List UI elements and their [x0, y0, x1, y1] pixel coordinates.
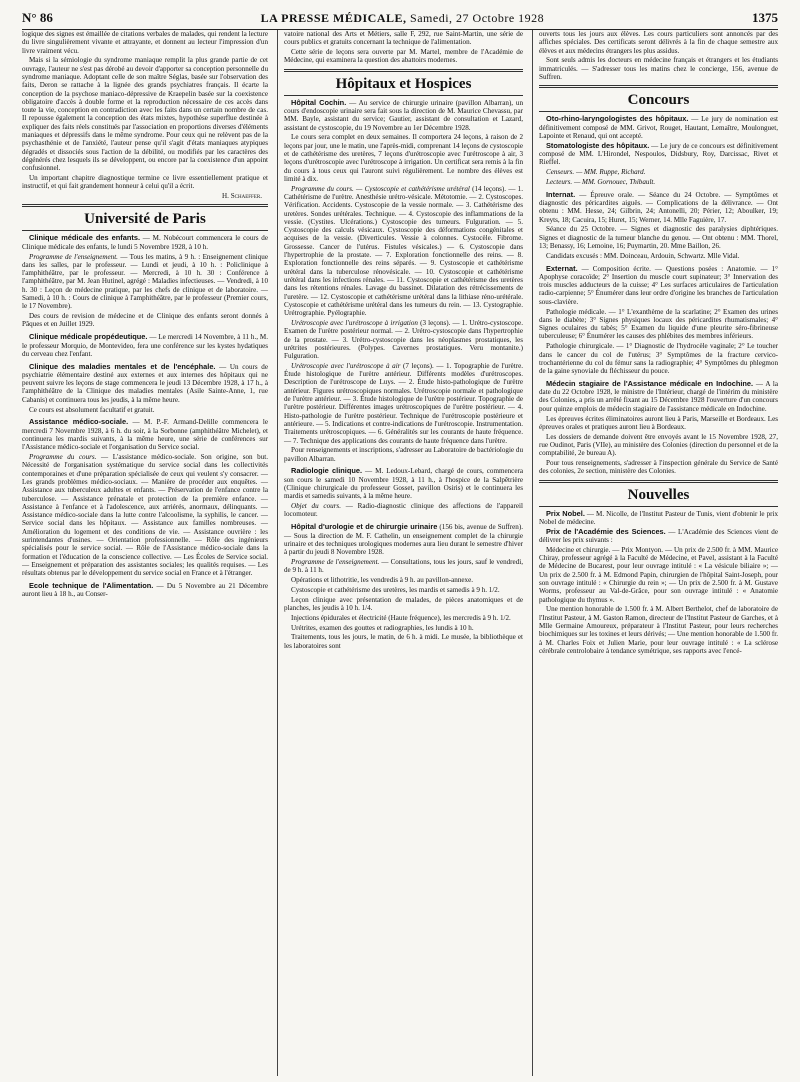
paragraph: Pathologie chirurgicale. — 1° Diagnostic de l'hydrocèle vaginale; 2° Le toucher dans le cancer du col de l'utérus; 3° Symptômes de la fracture cervico-trochantérienne du col du fémur sans la radiographie; 4° Symptômes du phlegmon de la gaine synoviale du fléchisseur du pouce.	[539, 342, 778, 376]
item-heading: Prix de l'Académie des Sciences.	[546, 526, 666, 536]
item-label: Programme du cours.	[291, 184, 354, 193]
paragraph: Urétrites, examen des gouttes et radiographies, les lundis à 10 h.	[291, 623, 474, 632]
item-body: — M. Nicolle, de l'Institut Pasteur de Tunis, vient d'obtenir le prix Nobel de médecine.	[539, 509, 778, 526]
item-body: — Radio-diagnostic clinique des affections de l'appareil locomoteur.	[284, 502, 523, 519]
item-heading: Oto-rhino-laryngologistes des hôpitaux.	[546, 114, 689, 124]
item-heading: Assistance médico-sociale.	[29, 417, 129, 427]
paragraph: ouverts tous les jours aux élèves. Les cours particuliers sont annoncés par des affiches spéciales. Des certificats seront délivrés à la fin de chaque semestre aux élèves et aux médecins étrangers les plus assidus.	[539, 30, 778, 55]
paragraph: Mais si la sémiologie du syndrome maniaque remplit la plus grande partie de cet ouvrage, l'auteur ne s'est pas dérobé au devoir d'apporter sa conception personnelle du syndrome maniaque. Adoptant celle de son maître Séglas, basée sur l'observation des faits, Deron se rattache à la lignée des grands psychiatres français. Il écarte la conception de la psychose maniaco-dépressive de Kraepelin basée sur la coexistence obligatoire d'accès à double forme et la reproduction nécessaire de ces accès dans toute la vie, conception en contradiction avec les faits dans un certain nombre de cas. Il repousse également la conception des états mixtes, hypothèse superflue destinée à expliquer des faits réels constitués par l'association en proportions diverses d'éléments maniaques et dépressifs dans le même syndrome. Pour ceux qui ne relèvent pas de la psychasthénie et de l'anxiété, l'auteur pense qu'il s'agit d'états maniaques atypiques dégradés et dissociés sous l'action de la débilité, ou modifiés par les caractères des dégénérés chez lesquels ils se développent, ou encore par la coexistence d'un appoint confusionnel.	[22, 56, 268, 173]
author-signature: H. Schaeffer.	[222, 192, 262, 201]
item-label: Programme de l'enseignement.	[29, 252, 118, 261]
item-body: — L'Académie des Sciences vient de délivrer les prix suivants :	[539, 527, 778, 545]
item-body: — Le mercredi 14 Novembre, à 11 h., M. le professeur Morquio, de Montevideo, fera une conférence sur les kystes hydatiques du cerveau chez l'enfant.	[22, 333, 268, 358]
journal-title	[261, 11, 545, 26]
paragraph: Candidats excusés : MM. Doinceau, Ardouin, Schwartz. Mlle Vidal.	[546, 251, 740, 260]
item-body: — Le jury de ce concours est définitivement composé de MM. L'Hirondel, Nespoulos, Didsbury, Roy, Darcissac, Rivet et Rieffel.	[539, 141, 778, 167]
paragraph: Censeurs. — MM. Ruppe, Richard.	[546, 168, 646, 177]
item-body: — Un cours de psychiatrie élémentaire destiné aux externes et aux internes des hôpitaux qui ne peuvent suivre les leçons de stage commencera le jeudi 13 Décembre 1928, à 17 h., à l'amphithéâtre de la Clinique des maladies mentales (Asile Sainte-Anne, 1, rue Cabanis) et continuera tous les jeudis, à la même heure.	[22, 362, 268, 404]
item-label: Urétroscopie avec l'urétroscope à air	[291, 361, 401, 370]
paragraph: Des cours de revision de médecine et de Clinique des enfants seront donnés à Pâques et en Juillet 1929.	[22, 312, 268, 329]
item-heading: Hôpital Cochin.	[291, 97, 347, 107]
section-title-nouvelles: Nouvelles	[539, 480, 778, 507]
item-body: — Composition écrite. — Questions posées : Anatomie. — 1° Apophyse coracoïde; 2° Insertion du muscle court supinateur; 3° Innervation des trois muscles adducteurs de la cuisse; 4° Les surfaces articulaires de l'articulation radio-carpienne; 5° Énumérer dans leur ordre d'origine les branches de l'articulation sous-clavière.	[539, 264, 778, 306]
item-label: Programme du cours.	[29, 453, 97, 462]
item-label: Programme de l'enseignement.	[291, 557, 380, 566]
paragraph: Cystoscopie et cathétérisme des uretères, les mardis et samedis à 9 h. 1/2.	[291, 585, 500, 594]
item-body: — Consultations, tous les jours, sauf le vendredi, de 9 h. à 11 h.	[284, 557, 523, 575]
item-label: Objet du cours.	[291, 502, 341, 511]
paragraph: Sont seuls admis les docteurs en médecine français et étrangers et les étudiants immatriculés. — S'adresser tous les matins chez le concierge, 156, avenue de Suffren.	[539, 56, 778, 81]
item-heading: Externat.	[546, 263, 578, 273]
journal-name: LA PRESSE MÉDICALE,	[260, 11, 407, 25]
item-body: — Épreuve orale. — Séance du 24 Octobre. — Symptômes et diagnostic des péricardites aiguës. — Complications de la délivrance. — Ont obtenu : MM. Hesse, 24; Gilbrin, 24; Antonelli, 20; Périer, 12; Aboulker, 19; Kreyts, 18; Cacuira, 15; Huret, 15; Werner, 14. Mlle Faguière, 17.	[539, 190, 778, 224]
paragraph: Une mention honorable de 1.500 fr. à M. Albert Berthelot, chef de laboratoire de l'Institut Pasteur, à M. Gaston Ramon, directeur de l'Institut Pasteur de Garches, et à Mlle Germaine Amoureux, préparateur à l'Institut Pasteur, pour leurs recherches biochimiques sur les toxines et leurs dérivés; — Une mention honorable de 1.500 fr. à M. Charles Foix et Julien Marie, pour leur ouvrage intitulé : « La sclérose cérébrale centrolobaire à tendance symétrique, ses rapports avec l'encé-	[539, 605, 778, 655]
paragraph: Traitements, tous les jours, le matin, de 6 h. à midi. Le musée, la bibliothèque et les laboratoires sont	[284, 633, 523, 650]
section-title-hopitaux: Hôpitaux et Hospices	[284, 69, 523, 96]
item-heading: Clinique des maladies mentales et de l'encéphale.	[29, 361, 216, 371]
paragraph: Pour renseignements et inscriptions, s'adresser au Laboratoire de bactériologie du pavillon Albarran.	[284, 446, 523, 463]
item-heading: Stomatologiste des hôpitaux.	[546, 140, 650, 150]
paragraph: Médecine et chirurgie. — Prix Montyon. — Un prix de 2.500 fr. à MM. Maurice Chiray, professeur agrégé à la Faculté de Médecine, et Pavel, assistant à la Faculté de Médecine de Bucarest, pour leur ouvrage intitulé : « La vésicule biliaire »; — Un prix de 2.500 fr. à M. Edmond Papin, chirurgien de l'hôpital Saint-Joseph, pour son ouvrage intitulé : « Chirurgie du rein »; — Un prix de 2.500 fr. à M. Gustave Worms, professeur au Val-de-Grâce, pour son ouvrage intitulé : « Anatomie pathologique du thymus ».	[539, 545, 778, 604]
issue-date: Samedi, 27 Octobre 1928	[406, 11, 545, 25]
item-body: (7 leçons). — 1. Topographie de l'urètre. Étude histologique de l'urètre antérieur. Différents modèles d'urétroscopes. Description de l'urétroscope de Luys. — 2. Étude histo-pathologique de l'urètre antérieur. Figures urétroscopiques normales. Urétroscopie normale et pathologique de l'urètre antérieur. — 3. Étude histologique de l'urètre postérieur. Topographie de l'urètre postérieur. Différentes images urétroscopiques de l'urètre postérieur. — 4. Histo-pathologie de l'urètre postérieur. Technique de l'urétroscopie postérieure et antérieure. — 5. Indications et contre-indications de l'urétroscopie. Instrumentation. Traitements urétroscopiques. — 6. Généralités sur les courants de haute fréquence. — 7. Technique des applications des courants de haute fréquence dans l'urètre.	[284, 361, 523, 445]
item-heading: Radiologie clinique.	[291, 466, 363, 476]
paragraph: logique des signes est émaillée de citations verbales de malades, qui rendent la lecture du livre singulièrement vivante et attrayante, et donnent au lecteur l'impression d'un livre vraiment vécu.	[22, 30, 268, 55]
item-heading: Médecin stagiaire de l'Assistance médicale en Indochine.	[546, 378, 754, 388]
item-heading: Clinique médicale propédeutique.	[29, 332, 148, 342]
paragraph: Opérations et lithotritie, les vendredis à 9 h. au pavillon-annexe.	[291, 576, 474, 585]
three-columns	[22, 30, 778, 1076]
paragraph: Pour tous renseignements, s'adresser à l'inspection générale du Service de Santé des colonies, 2e section, ministère des Colonies.	[539, 459, 778, 476]
page-number: 1375	[752, 10, 778, 25]
paragraph: Cette série de leçons sera ouverte par M. Martel, membre de l'Académie de Médecine, qui examinera la question des abattoirs modernes.	[284, 48, 523, 65]
issue-number: N° 86	[22, 10, 53, 25]
item-heading: Prix Nobel.	[546, 508, 585, 518]
paragraph: Pathologie médicale. — 1° L'exanthème de la scarlatine; 2° Examen des urines dans le diabète; 3° Signes physiques locaux des péricardites rhumatismales; 4° Signes oculaires du tabès; 5° Examen du liquide d'une pleurite séro-fibrineuse tuberculeuse; 6° Énumérer les causes des phlébites des membres inférieurs.	[539, 307, 778, 341]
paragraph: Les épreuves écrites éliminatoires auront lieu à Paris, Marseille et Bordeaux. Les épreuves orales et pratiques auront lieu à Bordeaux.	[539, 414, 778, 431]
item-heading: Clinique médicale des enfants.	[29, 233, 141, 243]
item-heading: Hôpital d'urologie et de chirurgie urinaire	[291, 522, 438, 532]
item-heading: Ecole technique de l'Alimentation.	[29, 581, 154, 591]
item-body: (3 leçons). — 1. Urétro-cystoscope. Examen de l'urètre postérieur normal. — 2. Urétro-cystoscopie dans l'hypertrophie de la prostate. — 3. Urétro-cystoscopie dans les néoplasmes prostatiques, les urétrites postérieures. (Polypes. Cavernes prostatiques. Veru montanite.) Fulguration.	[284, 318, 523, 361]
paragraph: Injections épidurales et électricité (Haute fréquence), les mercredis à 9 h. 1/2.	[291, 613, 511, 622]
paragraph: Le cours sera complet en deux semaines. Il comportera 24 leçons, à raison de 2 leçons par jour, une le matin, une l'après-midi, comprenant 14 leçons de cystoscopie et de cathétérisme des uretères, 7 leçons d'urétroscopie avec l'urétroscope à air, 3 leçons d'urétroscopie avec l'urétroscope à irrigation. Un certificat sera remis à la fin du cours à tous ceux qui l'auront suivi régulièrement. Le nombre des élèves est limité à dix.	[284, 133, 523, 183]
section-title-concours: Concours	[539, 85, 778, 112]
paragraph: Ce cours est absolument facultatif et gratuit.	[29, 405, 155, 414]
item-label: — Cystoscopie et cathétérisme urétéral	[353, 184, 470, 193]
item-body: — Au service de chirurgie urinaire (pavillon Albarran), un cours d'endoscopie urinaire sera fait sous la direction de M. Maurice Chevassu, par MM. Bayle, assistant du service; Gautier, assistant de consultation et Lazard, assistant de cystoscopie, du 19 Novembre au 1er Décembre 1928.	[284, 98, 523, 132]
paragraph: vatoire national des Arts et Métiers, salle F, 292, rue Saint-Martin, une série de cours publics et gratuits concernant la technique de l'alimentation.	[284, 30, 523, 47]
paragraph: Lecteurs. — MM. Gornouec, Thibault.	[546, 177, 656, 186]
running-head	[22, 4, 778, 30]
item-body: — Tous les matins, à 9 h. : Enseignement clinique dans les salles, par le professeur. — Lundi et jeudi, à 10 h. : Policlinique à l'amphithéâtre, par le professeur. — Mercredi, à 10 h. 30 : Conférence à l'amphithéâtre, par M. Jean Hutinel, agrégé : Maladies infectieuses. — Vendredi, à 10 h. 30 : Leçon de médecine pratique, par les chefs de clinique et de laboratoire. — Samedi, à 10 h. : Cours de clinique à l'amphithéâtre, par le professeur (Premier cours, le 17 Novembre).	[22, 252, 268, 311]
paragraph: Les dossiers de demande doivent être envoyés avant le 15 Novembre 1928, 27, rue Oudinot, Paris (VIIe), au ministère des Colonies (direction du personnel et de la comptabilité, 2e bureau A).	[539, 432, 778, 458]
paragraph: Un important chapitre diagnostique termine ce livre essentiellement pratique et instructif, et qui fait grandement honneur à celui qu'il a écrit.	[22, 174, 268, 191]
column-1	[22, 30, 268, 1076]
paragraph: Leçon clinique avec présentation de malades, de pièces anatomiques et de planches, les jeudis à 10 h. 1/4.	[284, 595, 523, 612]
section-title-universite: Université de Paris	[22, 204, 268, 231]
item-body: — M. P.-F. Armand-Delille commencera le mercredi 7 Novembre 1928, à 6 h. du soir, à la Sorbonne (amphithéâtre Michelet), et continuera les mardis suivants, à la même heure, une série de conférences sur l'Assistance médico-sociale et l'organisation du Service social.	[22, 418, 268, 452]
column-3	[532, 30, 778, 1076]
item-body: — M. Nobécourt commencera le cours de Clinique médicale des enfants, le lundi 5 Novembre 1928, à 10 h.	[22, 234, 268, 251]
column-2	[277, 30, 523, 1076]
item-heading: Internat.	[546, 189, 576, 199]
item-body: — M. Ledoux-Lebard, chargé de cours, commencera son cours le samedi 10 Novembre 1928, à 11 h., à l'hospice de la Salpêtrière (Clinique chirurgicale du professeur Gosset, pavillon Osiris) et le continuera les mardis et samedis suivants, à la même heure.	[284, 467, 523, 501]
item-body: — Le jury de nomination est définitivement composé de MM. Grivot, Rouget, Hautant, Lemaître, Moulonguet, Lapointe et Renaud, qui ont accepté.	[539, 115, 778, 140]
item-body: (156 bis, avenue de Suffren). — Sous la direction de M. F. Cathelin, un enseignement complet de la chirurgie urinaire et des techniques urologiques modernes aura lieu durant le semestre d'hiver à partir du jeudi 8 Novembre 1928.	[284, 523, 523, 557]
item-body: — L'assistance médico-sociale. Son origine, son but. Nécessité de l'organisation systématique du service social dans les collectivités contemporaines et d'une préparation spécialisée de ceux qui veulent s'y consacrer. — Les grands problèmes médico-sociaux. — Manière de procéder aux enquêtes. — Assistance aux tuberculeux adultes et enfants. — Préservation de l'enfance contre la tuberculose. — Assistance prénatale et protection de la première enfance. — Assistance à l'enfance et à l'adolescence, aux arriérés, anormaux, délinquants. — Assistance médico-sociale dans la lutte contre l'alcoolisme, la syphilis, le cancer. — Service social dans les hôpitaux. — Assistance aux familles nombreuses. — Amélioration du logement et des conditions de vie. — Assistance ouvrière : les surintendantes d'usines. — Orientation professionnelle. — Rôle des ingénieurs spécialisés pour le service social. — Rôle de l'Assistance médico-sociale dans la formation et l'éducation de la conscience collective. — Les Écoles de Service social. — Enseignement et préparation des assistantes sociales; les qualités requises. — Les résultats obtenus par le développement du service social en France et à l'étranger.	[22, 453, 268, 578]
item-body: — Du 5 Novembre au 21 Décembre auront lieu à 18 h., au Conser-	[22, 582, 268, 599]
item-label: Urétroscopie avec l'urétroscope à irrigation	[291, 318, 418, 327]
item-body: — A la date du 22 Octobre 1928, le ministre de l'Intérieur, chargé de l'intérim du ministère des Colonies, a pris un arrêté fixant au 15 Décembre 1928 l'ouverture d'un concours pour quinze emplois de médecin stagiaire de l'assistance médicale en Indochine.	[539, 379, 778, 413]
paragraph: Séance du 25 Octobre. — Signes et diagnostic des paralysies diphtériques. Signes et diagnostic de la tumeur blanche du genou. — Ont obtenu : MM. Thorel, 13; Benassy, 16; Lemoine, 16; Puymartin, 20. Mme Baillon, 26.	[539, 225, 778, 250]
item-body: (14 leçons). — 1. Cathétérisme de l'urètre. Anesthésie urétro-vésicale. Métotomie. — 2. Cystoscopes. Vérification. Accidents. Cystoscopie de la vessie normale. — 3. Cathétérisme des uretères. Sondes urétérales. Technique. — 4. Cystoscopie des inflammations de la vessie. (Cystites. Ulcérations.) Cystoscopie des tumeurs. Fulguration. — 5. Cystoscopie des calculs vésicaux. Cystoscopie des déformations congénitales et acquises de la vessie. (Diverticules. Vessie à colonnes. Cystocèle. Fibrome. Grossesse. Cancer de l'utérus. Fistules vésicales.) — 6. Cystoscopie dans l'hypertrophie de la prostate. — 7. Exploration fonctionnelle des reins. — 8. Exploration fonctionnelle des reins séparés. — 9. Cystoscopie et cathétérisme urétéral dans la tuberculose rénovésicale. — 10. Cystoscopie et cathétérisme urétéral dans les infections rénales. — 11. Cystoscopie et cathétérisme des uretères dans les rétentions rénales. Lavage du bassinet. Dilatation des rétrécissements de l'uretère. — 12. Cystoscopie et cathétérisme urétéral dans la lithiase réno-urétérale. Cystoscopie et cathétérisme urétéral dans les tumeurs du rein. — 13. Cystographie. Urétrographie. Pyélographie.	[284, 184, 523, 318]
